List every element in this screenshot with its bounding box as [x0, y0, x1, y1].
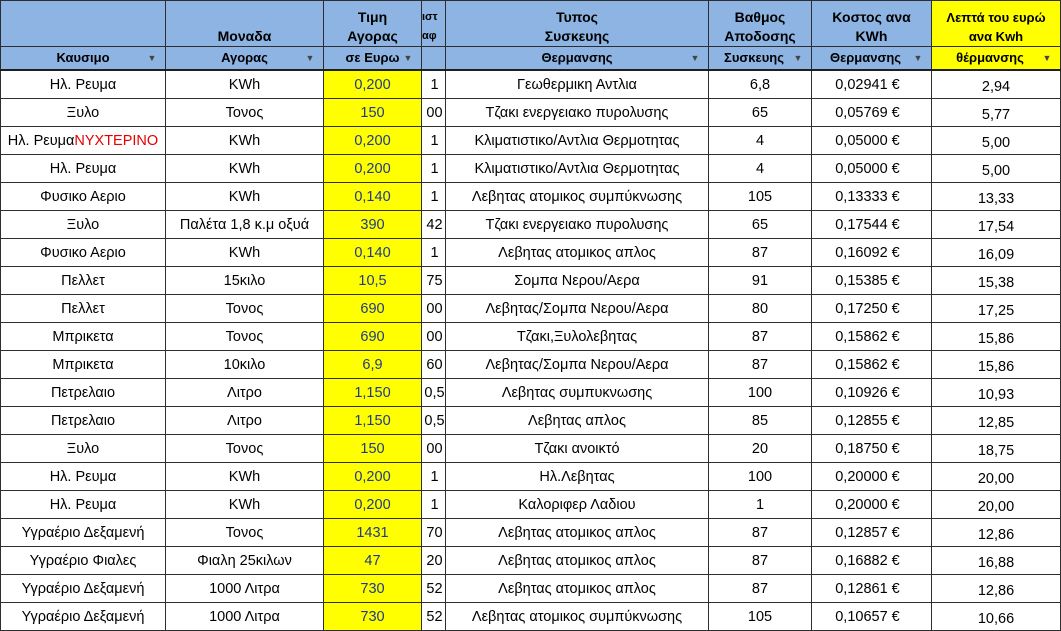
cell-unit[interactable]: Τονος: [166, 99, 324, 127]
cell-device[interactable]: Λεβητας/Σομπα Νερου/Αερα: [446, 295, 709, 323]
cell-cents[interactable]: 16,09: [932, 239, 1061, 267]
table-row: [1, 239, 1061, 267]
cell-unit[interactable]: Τονος: [166, 519, 324, 547]
table-row: [1, 575, 1061, 603]
cell-fuel[interactable]: [1, 407, 166, 435]
cell-device[interactable]: Ηλ.Λεβητας: [446, 463, 709, 491]
cell-efficiency[interactable]: 105: [709, 183, 812, 211]
header-fuel[interactable]: [1, 47, 166, 71]
cell-fuel[interactable]: [1, 351, 166, 379]
cell-narrow[interactable]: 0,5: [422, 407, 446, 435]
cell-device[interactable]: Λεβητας ατομικος συμπύκνωσης: [446, 183, 709, 211]
cell-device[interactable]: Λεβητας ατομικος απλος: [446, 519, 709, 547]
cell-price[interactable]: 730: [324, 575, 422, 603]
cell-unit[interactable]: KWh: [166, 183, 324, 211]
header-device-top[interactable]: Τυπος Συσκευης: [446, 1, 709, 47]
cell-cost[interactable]: 0,13333 €: [812, 183, 932, 211]
cell-price[interactable]: 47: [324, 547, 422, 575]
cell-efficiency[interactable]: 65: [709, 99, 812, 127]
header-price[interactable]: [324, 47, 422, 71]
cell-efficiency[interactable]: 1: [709, 491, 812, 519]
cell-price[interactable]: 1,150: [324, 407, 422, 435]
cell-efficiency[interactable]: 87: [709, 519, 812, 547]
cell-cents[interactable]: 15,86: [932, 351, 1061, 379]
cell-narrow[interactable]: 00: [422, 99, 446, 127]
filter-dropdown-icon[interactable]: ▼: [793, 53, 803, 63]
cell-efficiency[interactable]: 87: [709, 575, 812, 603]
cell-unit[interactable]: KWh: [166, 127, 324, 155]
cell-fuel[interactable]: [1, 547, 166, 575]
cell-device[interactable]: Λεβητας συμπυκνωσης: [446, 379, 709, 407]
cell-cost[interactable]: 0,12861 €: [812, 575, 932, 603]
cell-device[interactable]: Λεβητας/Σομπα Νερου/Αερα: [446, 351, 709, 379]
header-cents-top[interactable]: Λεπτά του ευρώ ανα Kwh: [932, 1, 1061, 47]
cell-cost[interactable]: 0,15862 €: [812, 351, 932, 379]
cell-fuel[interactable]: [1, 267, 166, 295]
cell-efficiency[interactable]: 85: [709, 407, 812, 435]
cell-cents[interactable]: 12,85: [932, 407, 1061, 435]
cell-narrow[interactable]: 00: [422, 295, 446, 323]
cell-device[interactable]: Σομπα Νερου/Αερα: [446, 267, 709, 295]
filter-dropdown-icon[interactable]: ▼: [1042, 53, 1052, 63]
cell-narrow[interactable]: 52: [422, 575, 446, 603]
fuel-label: Πελλετ: [61, 300, 105, 317]
fuel-label: Υγραέριο Φιαλες: [29, 552, 137, 569]
cell-cost[interactable]: 0,18750 €: [812, 435, 932, 463]
cell-narrow[interactable]: 00: [422, 435, 446, 463]
cell-price[interactable]: 0,200: [324, 127, 422, 155]
cell-cost[interactable]: 0,12857 €: [812, 519, 932, 547]
table-row: [1, 267, 1061, 295]
cell-cents[interactable]: 13,33: [932, 183, 1061, 211]
cell-fuel[interactable]: [1, 463, 166, 491]
header-efficiency-label: Συσκευης: [724, 50, 784, 65]
cell-cents[interactable]: 5,00: [932, 127, 1061, 155]
cell-efficiency[interactable]: 65: [709, 211, 812, 239]
cell-unit[interactable]: KWh: [166, 239, 324, 267]
cell-cost[interactable]: 0,20000 €: [812, 491, 932, 519]
cell-fuel[interactable]: [1, 519, 166, 547]
header-unit-top[interactable]: Μοναδα: [166, 1, 324, 47]
fuel-label: Ξυλο: [66, 104, 100, 121]
cell-fuel[interactable]: [1, 323, 166, 351]
cell-unit[interactable]: Παλέτα 1,8 κ.μ οξυά: [166, 211, 324, 239]
fuel-label: Ξυλο: [66, 440, 100, 457]
cell-narrow[interactable]: 1: [422, 127, 446, 155]
cell-device[interactable]: Τζακι ανοικτό: [446, 435, 709, 463]
cell-narrow[interactable]: 1: [422, 239, 446, 267]
fuel-label: Ηλ. Ρευμα: [49, 160, 117, 177]
cell-efficiency[interactable]: 91: [709, 267, 812, 295]
cell-cents[interactable]: 5,77: [932, 99, 1061, 127]
cell-price[interactable]: 150: [324, 435, 422, 463]
cell-narrow[interactable]: 0,5: [422, 379, 446, 407]
header-efficiency-top[interactable]: Βαθμος Αποδοσης: [709, 1, 812, 47]
cell-cents[interactable]: 17,54: [932, 211, 1061, 239]
cell-narrow[interactable]: 1: [422, 183, 446, 211]
cell-efficiency[interactable]: 80: [709, 295, 812, 323]
cell-price[interactable]: 0,200: [324, 491, 422, 519]
cell-price[interactable]: 390: [324, 211, 422, 239]
table-row: [1, 295, 1061, 323]
cell-cost[interactable]: 0,17250 €: [812, 295, 932, 323]
cell-unit[interactable]: 10κιλο: [166, 351, 324, 379]
cell-efficiency[interactable]: 6,8: [709, 70, 812, 99]
header-row-bottom: [1, 47, 1061, 71]
table-row: [1, 379, 1061, 407]
cell-cost[interactable]: 0,20000 €: [812, 463, 932, 491]
cell-fuel[interactable]: [1, 183, 166, 211]
cell-fuel[interactable]: [1, 575, 166, 603]
cell-unit[interactable]: Λιτρο: [166, 407, 324, 435]
table-row: [1, 463, 1061, 491]
cell-unit[interactable]: 1000 Λιτρα: [166, 603, 324, 631]
cell-cents[interactable]: 17,25: [932, 295, 1061, 323]
cell-fuel[interactable]: [1, 70, 166, 99]
cell-fuel[interactable]: [1, 435, 166, 463]
cell-price[interactable]: 0,200: [324, 463, 422, 491]
table-row: [1, 127, 1061, 155]
cell-device[interactable]: Τζακι ενεργειακο πυρολυσης: [446, 211, 709, 239]
filter-dropdown-icon[interactable]: ▼: [690, 53, 700, 63]
cell-fuel[interactable]: [1, 603, 166, 631]
header-device[interactable]: [446, 47, 709, 71]
cell-cents[interactable]: 10,93: [932, 379, 1061, 407]
cell-device[interactable]: Γεωθερμικη Αντλια: [446, 70, 709, 99]
cell-unit[interactable]: Τονος: [166, 435, 324, 463]
table-row: [1, 547, 1061, 575]
cell-cents[interactable]: 15,38: [932, 267, 1061, 295]
fuel-label: Μπρικετα: [52, 356, 114, 373]
header-efficiency[interactable]: [709, 47, 812, 71]
cell-cents[interactable]: 20,00: [932, 491, 1061, 519]
cell-cents[interactable]: 18,75: [932, 435, 1061, 463]
table-row: [1, 351, 1061, 379]
cell-cents[interactable]: 16,88: [932, 547, 1061, 575]
cell-device[interactable]: Λεβητας ατομικος απλος: [446, 575, 709, 603]
cell-device[interactable]: Λεβητας απλος: [446, 407, 709, 435]
cell-device[interactable]: Κλιματιστικο/Αντλια Θερμοτητας: [446, 155, 709, 183]
table-row: [1, 99, 1061, 127]
cell-narrow[interactable]: 1: [422, 70, 446, 99]
fuel-label: Υγραέριο Δεξαμενή: [21, 580, 145, 597]
cell-price[interactable]: 6,9: [324, 351, 422, 379]
cell-cents[interactable]: 12,86: [932, 575, 1061, 603]
cell-narrow[interactable]: 20: [422, 547, 446, 575]
cell-narrow[interactable]: 42: [422, 211, 446, 239]
cell-fuel[interactable]: [1, 379, 166, 407]
cell-efficiency[interactable]: 20: [709, 435, 812, 463]
cell-cents[interactable]: 5,00: [932, 155, 1061, 183]
fuel-label: Ξυλο: [66, 216, 100, 233]
cell-cost[interactable]: 0,02941 €: [812, 70, 932, 99]
table-row: [1, 407, 1061, 435]
cell-narrow[interactable]: 75: [422, 267, 446, 295]
header-narrow-label: [422, 47, 445, 69]
table-row: [1, 491, 1061, 519]
fuel-label: Φυσικο Αεριο: [40, 188, 126, 205]
cell-cost[interactable]: 0,05769 €: [812, 99, 932, 127]
cell-cost[interactable]: 0,10926 €: [812, 379, 932, 407]
table-row: [1, 211, 1061, 239]
header-device-label: Θερμανσης: [541, 50, 613, 65]
cell-fuel[interactable]: [1, 99, 166, 127]
fuel-label: Υγραέριο Δεξαμενή: [21, 608, 145, 625]
cell-unit[interactable]: 15κιλο: [166, 267, 324, 295]
header-row-top: [1, 1, 1061, 47]
cell-efficiency[interactable]: 100: [709, 463, 812, 491]
cell-price[interactable]: 690: [324, 295, 422, 323]
cell-price[interactable]: 10,5: [324, 267, 422, 295]
cell-cost[interactable]: 0,10657 €: [812, 603, 932, 631]
filter-dropdown-icon[interactable]: ▼: [147, 53, 157, 63]
cell-efficiency[interactable]: 105: [709, 603, 812, 631]
cell-unit[interactable]: Τονος: [166, 295, 324, 323]
cell-narrow[interactable]: 00: [422, 323, 446, 351]
header-unit[interactable]: [166, 47, 324, 71]
cell-efficiency[interactable]: 4: [709, 127, 812, 155]
header-price-top[interactable]: Τιμη Αγορας: [324, 1, 422, 47]
header-cost-label: Θερμανσης: [829, 50, 902, 65]
cell-price[interactable]: 1,150: [324, 379, 422, 407]
fuel-label: Πετρελαιο: [50, 384, 116, 401]
fuel-label: Ηλ. Ρευμα: [49, 76, 117, 93]
filter-dropdown-icon[interactable]: ▼: [305, 53, 315, 63]
header-narrow[interactable]: [422, 47, 446, 71]
cell-price[interactable]: 730: [324, 603, 422, 631]
cell-cost[interactable]: 0,17544 €: [812, 211, 932, 239]
cell-price[interactable]: 0,140: [324, 239, 422, 267]
cell-cost[interactable]: 0,15385 €: [812, 267, 932, 295]
cell-fuel[interactable]: [1, 239, 166, 267]
filter-dropdown-icon[interactable]: ▼: [403, 53, 413, 63]
cell-fuel[interactable]: [1, 491, 166, 519]
cell-fuel[interactable]: [1, 127, 166, 155]
cell-cost[interactable]: 0,15862 €: [812, 323, 932, 351]
fuel-label: Ηλ. Ρευμα: [49, 468, 117, 485]
cell-narrow[interactable]: 52: [422, 603, 446, 631]
cell-cents[interactable]: 15,86: [932, 323, 1061, 351]
cell-narrow[interactable]: 70: [422, 519, 446, 547]
fuel-label: Ηλ. Ρευμα: [49, 496, 117, 513]
cell-unit[interactable]: 1000 Λιτρα: [166, 575, 324, 603]
cell-device[interactable]: Τζακι,Ξυλολεβητας: [446, 323, 709, 351]
cell-cents[interactable]: 20,00: [932, 463, 1061, 491]
cell-cost[interactable]: 0,16092 €: [812, 239, 932, 267]
cell-narrow[interactable]: 1: [422, 463, 446, 491]
cell-efficiency[interactable]: 100: [709, 379, 812, 407]
cell-fuel[interactable]: [1, 211, 166, 239]
cell-cents[interactable]: 2,94: [932, 70, 1061, 99]
header-fuel-label: Καυσιμο: [56, 50, 110, 65]
header-cost[interactable]: [812, 47, 932, 71]
cell-fuel[interactable]: [1, 295, 166, 323]
cell-price[interactable]: 0,200: [324, 155, 422, 183]
cell-efficiency[interactable]: 4: [709, 155, 812, 183]
header-cost-top[interactable]: Κοστος ανα KWh: [812, 1, 932, 47]
cell-cents[interactable]: 10,66: [932, 603, 1061, 631]
table-row: [1, 183, 1061, 211]
cell-narrow[interactable]: 1: [422, 491, 446, 519]
cell-cents[interactable]: 12,86: [932, 519, 1061, 547]
filter-dropdown-icon[interactable]: ▼: [913, 53, 923, 63]
cell-unit[interactable]: Φιαλη 25κιλων: [166, 547, 324, 575]
cell-price[interactable]: 150: [324, 99, 422, 127]
cell-unit[interactable]: KWh: [166, 463, 324, 491]
table-row: [1, 70, 1061, 99]
cell-cost[interactable]: 0,16882 €: [812, 547, 932, 575]
header-price-label: σε Ευρω: [345, 50, 400, 65]
cell-device[interactable]: Λεβητας ατομικος συμπύκνωσης: [446, 603, 709, 631]
table-row: [1, 323, 1061, 351]
cell-price[interactable]: 690: [324, 323, 422, 351]
cell-price[interactable]: 1431: [324, 519, 422, 547]
cell-efficiency[interactable]: 87: [709, 323, 812, 351]
table-row: [1, 603, 1061, 631]
table-body: [1, 70, 1061, 631]
cell-cost[interactable]: 0,12855 €: [812, 407, 932, 435]
table-row: [1, 155, 1061, 183]
cell-unit[interactable]: KWh: [166, 70, 324, 99]
fuel-label: Ηλ. Ρευμα: [7, 132, 75, 149]
cell-unit[interactable]: KWh: [166, 155, 324, 183]
cell-price[interactable]: 0,200: [324, 70, 422, 99]
cell-price[interactable]: 0,140: [324, 183, 422, 211]
cell-device[interactable]: Καλοριφερ Λαδιου: [446, 491, 709, 519]
table-row: [1, 435, 1061, 463]
fuel-label: Φυσικο Αεριο: [40, 244, 126, 261]
fuel-label: Πελλετ: [61, 272, 105, 289]
cell-device[interactable]: Λεβητας ατομικος απλος: [446, 239, 709, 267]
header-cents[interactable]: [932, 47, 1061, 71]
header-fuel-top[interactable]: [1, 1, 166, 47]
cell-cost[interactable]: 0,05000 €: [812, 155, 932, 183]
fuel-night-tariff-label: ΝΥΧΤΕΡΙΝΟ: [74, 132, 159, 149]
header-unit-label: Αγορας: [221, 50, 268, 65]
cell-efficiency[interactable]: 87: [709, 351, 812, 379]
cell-efficiency[interactable]: 87: [709, 547, 812, 575]
cell-device[interactable]: Κλιματιστικο/Αντλια Θερμοτητας: [446, 127, 709, 155]
header-cents-label: θέρμανσης: [956, 50, 1024, 65]
table-row: [1, 519, 1061, 547]
header-narrow-top[interactable]: ιστ αφ: [422, 1, 446, 47]
cell-unit[interactable]: Λιτρο: [166, 379, 324, 407]
cell-narrow[interactable]: 60: [422, 351, 446, 379]
cell-efficiency[interactable]: 87: [709, 239, 812, 267]
cell-narrow[interactable]: 1: [422, 155, 446, 183]
fuel-label: Μπρικετα: [52, 328, 114, 345]
cell-unit[interactable]: KWh: [166, 491, 324, 519]
cell-fuel[interactable]: [1, 155, 166, 183]
fuel-label: Υγραέριο Δεξαμενή: [21, 524, 145, 541]
cell-device[interactable]: Τζακι ενεργειακο πυρολυσης: [446, 99, 709, 127]
cell-cost[interactable]: 0,05000 €: [812, 127, 932, 155]
fuel-label: Πετρελαιο: [50, 412, 116, 429]
cell-device[interactable]: Λεβητας ατομικος απλος: [446, 547, 709, 575]
cell-unit[interactable]: Τονος: [166, 323, 324, 351]
